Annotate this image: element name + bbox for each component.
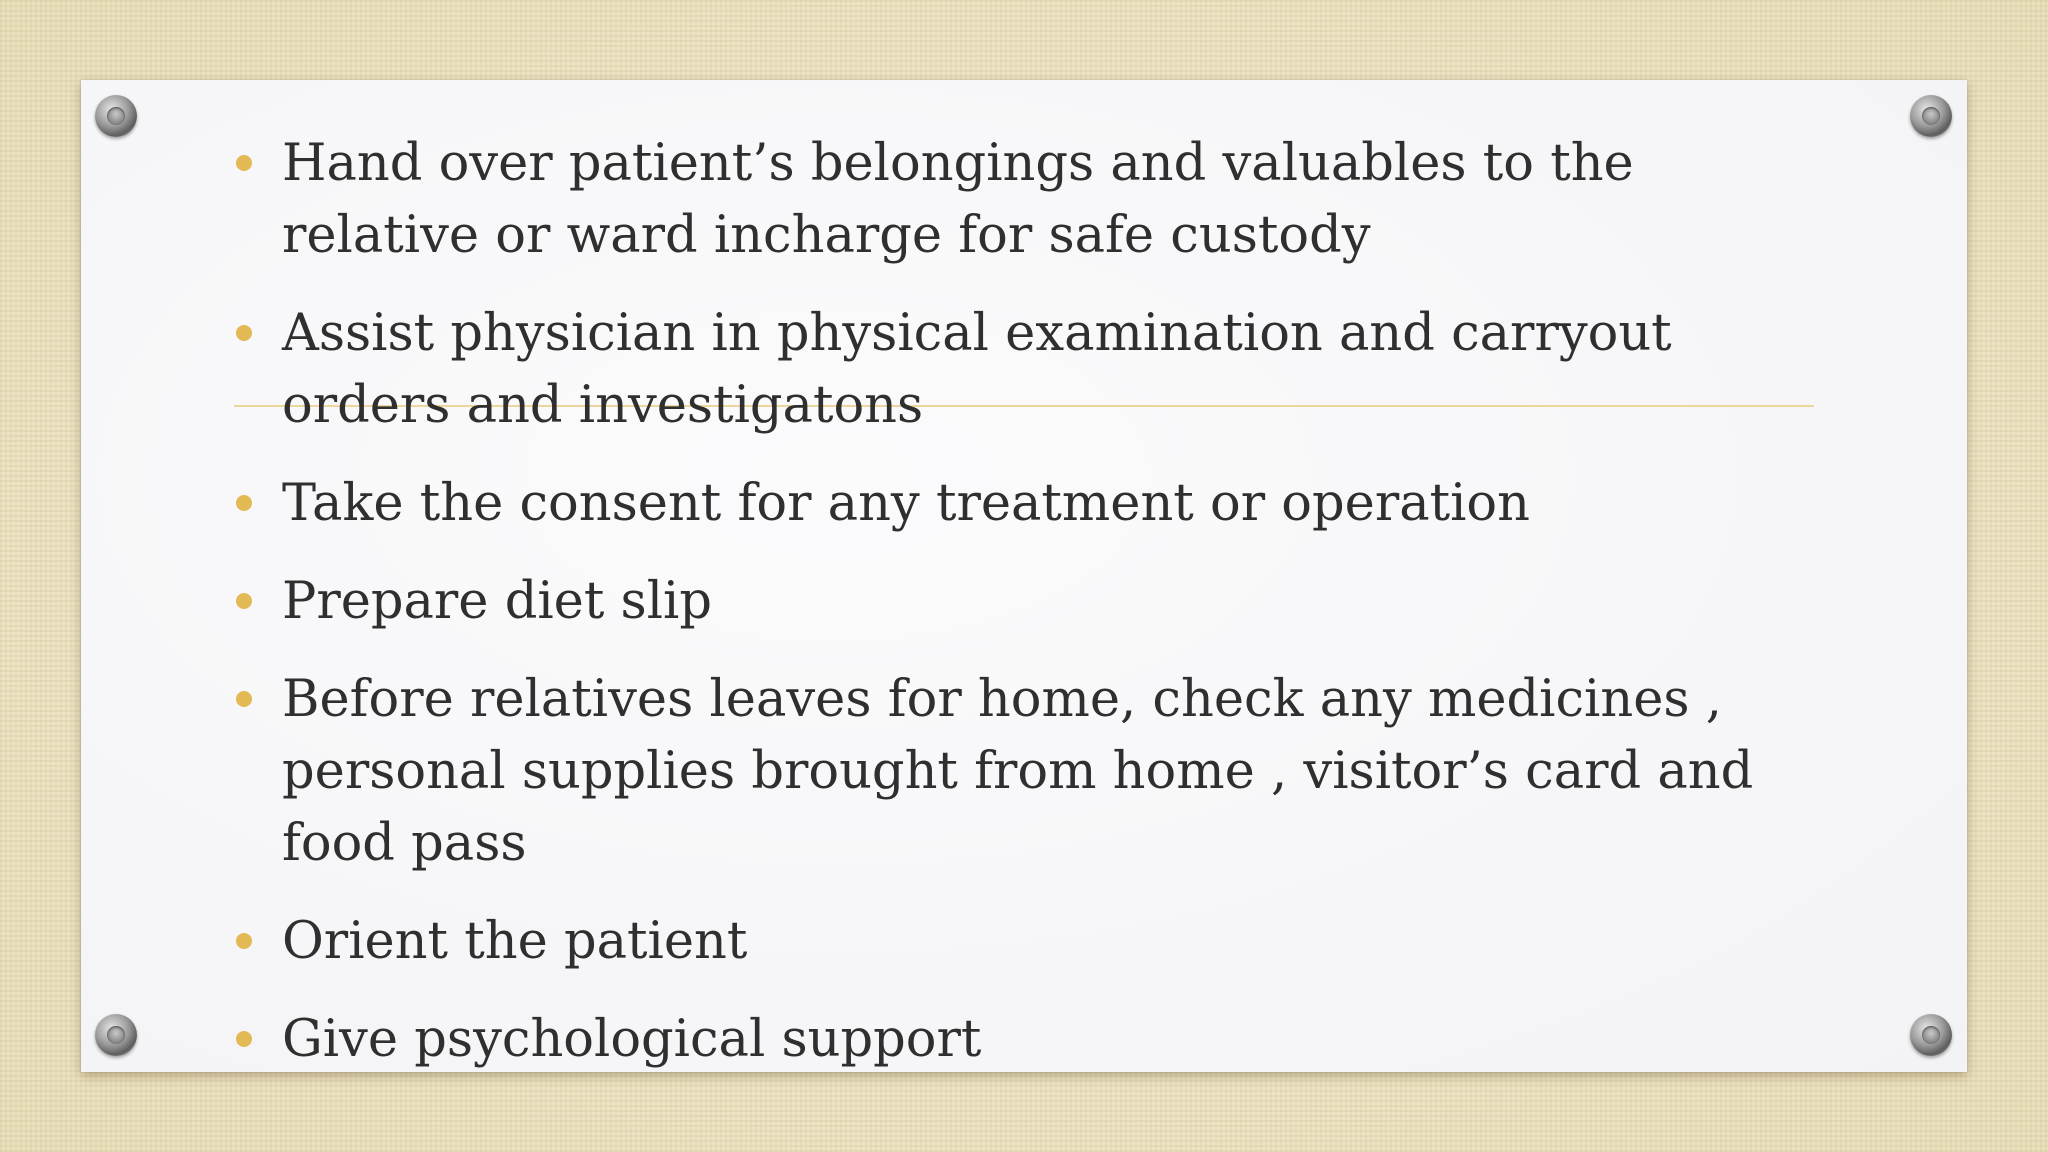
bullet-text: Prepare diet slip: [282, 572, 712, 631]
bullet-item: [236, 664, 1796, 880]
bullet-dot-icon: [236, 325, 252, 341]
bullet-item: [236, 128, 1796, 272]
bullet-dot-icon: [236, 593, 252, 609]
grommet-bottom-right-icon: [1910, 1014, 1952, 1056]
bullet-item: [236, 468, 1796, 540]
grommet-bottom-left-icon: [95, 1014, 137, 1056]
grommet-top-left-icon: [95, 95, 137, 137]
bullet-text: Give psychological support: [282, 1010, 982, 1069]
bullet-text: Take the consent for any treatment or operation: [282, 474, 1530, 533]
bullet-dot-icon: [236, 155, 252, 171]
bullet-dot-icon: [236, 933, 252, 949]
bullet-text: Orient the patient: [282, 912, 748, 971]
bullet-item: [236, 906, 1796, 978]
bullet-dot-icon: [236, 1031, 252, 1047]
bullet-item: [236, 566, 1796, 638]
bullet-dot-icon: [236, 495, 252, 511]
bullet-list: [236, 128, 1796, 1102]
bullet-text: Before relatives leaves for home, check any medicines , personal supplies brought from home , visitor’s card and food pass: [282, 670, 1754, 873]
bullet-text: Hand over patient’s belongings and valuables to the relative or ward incharge for safe custody: [282, 134, 1634, 265]
bullet-dot-icon: [236, 691, 252, 707]
bullet-item: [236, 1004, 1796, 1076]
grommet-top-right-icon: [1910, 95, 1952, 137]
bullet-text: Assist physician in physical examination and carryout orders and investigatons: [282, 304, 1672, 435]
bullet-item: [236, 298, 1796, 442]
